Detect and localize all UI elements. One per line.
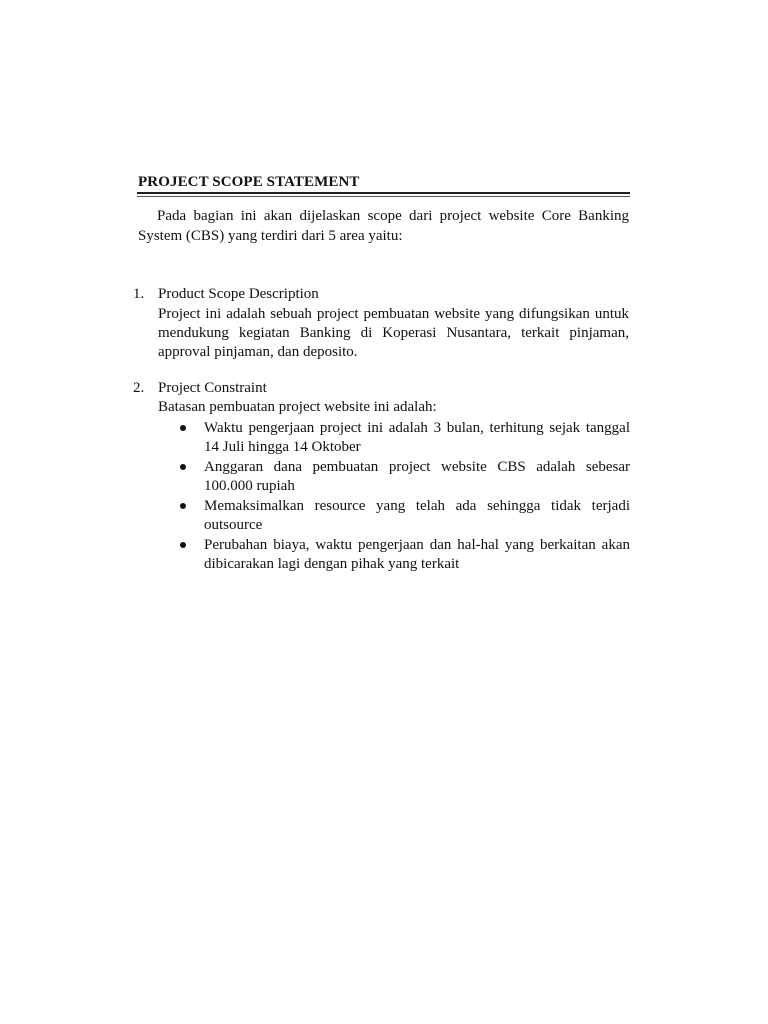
bullet-icon [180,503,186,509]
item-1-title: Product Scope Description [158,286,319,302]
item-1-body: Project ini adalah sebuah project pembuatan website yang difungsikan untuk mendukung kegiatan Banking di Koperasi Nusantara, terkait pinjaman, approval pinjaman, dan deposito. [158,306,629,360]
section-heading: PROJECT SCOPE STATEMENT [138,174,360,190]
heading-rule-thin [137,196,630,197]
item-1-number: 1. [133,286,145,302]
list-item-text: Memaksimalkan resource yang telah ada sehingga tidak terjadi outsource [204,498,630,533]
list-item-text: Waktu pengerjaan project ini adalah 3 bulan, terhitung sejak tanggal 14 Juli hingga 14 Oktober [204,420,630,455]
item-2-title: Project Constraint [158,380,267,396]
item-2-number: 2. [133,380,145,396]
list-item [176,458,630,496]
bullet-icon [180,464,186,470]
list-item [176,536,630,574]
item-2-body: Batasan pembuatan project website ini adalah: [158,399,437,415]
list-item-text: Perubahan biaya, waktu pengerjaan dan hal-hal yang berkaitan akan dibicarakan lagi dengan pihak yang terkait [204,537,630,572]
bullet-icon [180,542,186,548]
list-item [176,419,630,457]
constraint-list [176,419,630,575]
intro-paragraph: Pada bagian ini akan dijelaskan scope dari project website Core Banking System (CBS) yang terdiri dari 5 area yaitu: [138,208,629,244]
list-item [176,497,630,535]
list-item-text: Anggaran dana pembuatan project website CBS adalah sebesar 100.000 rupiah [204,459,630,494]
heading-rule-thick [137,192,630,194]
bullet-icon [180,425,186,431]
